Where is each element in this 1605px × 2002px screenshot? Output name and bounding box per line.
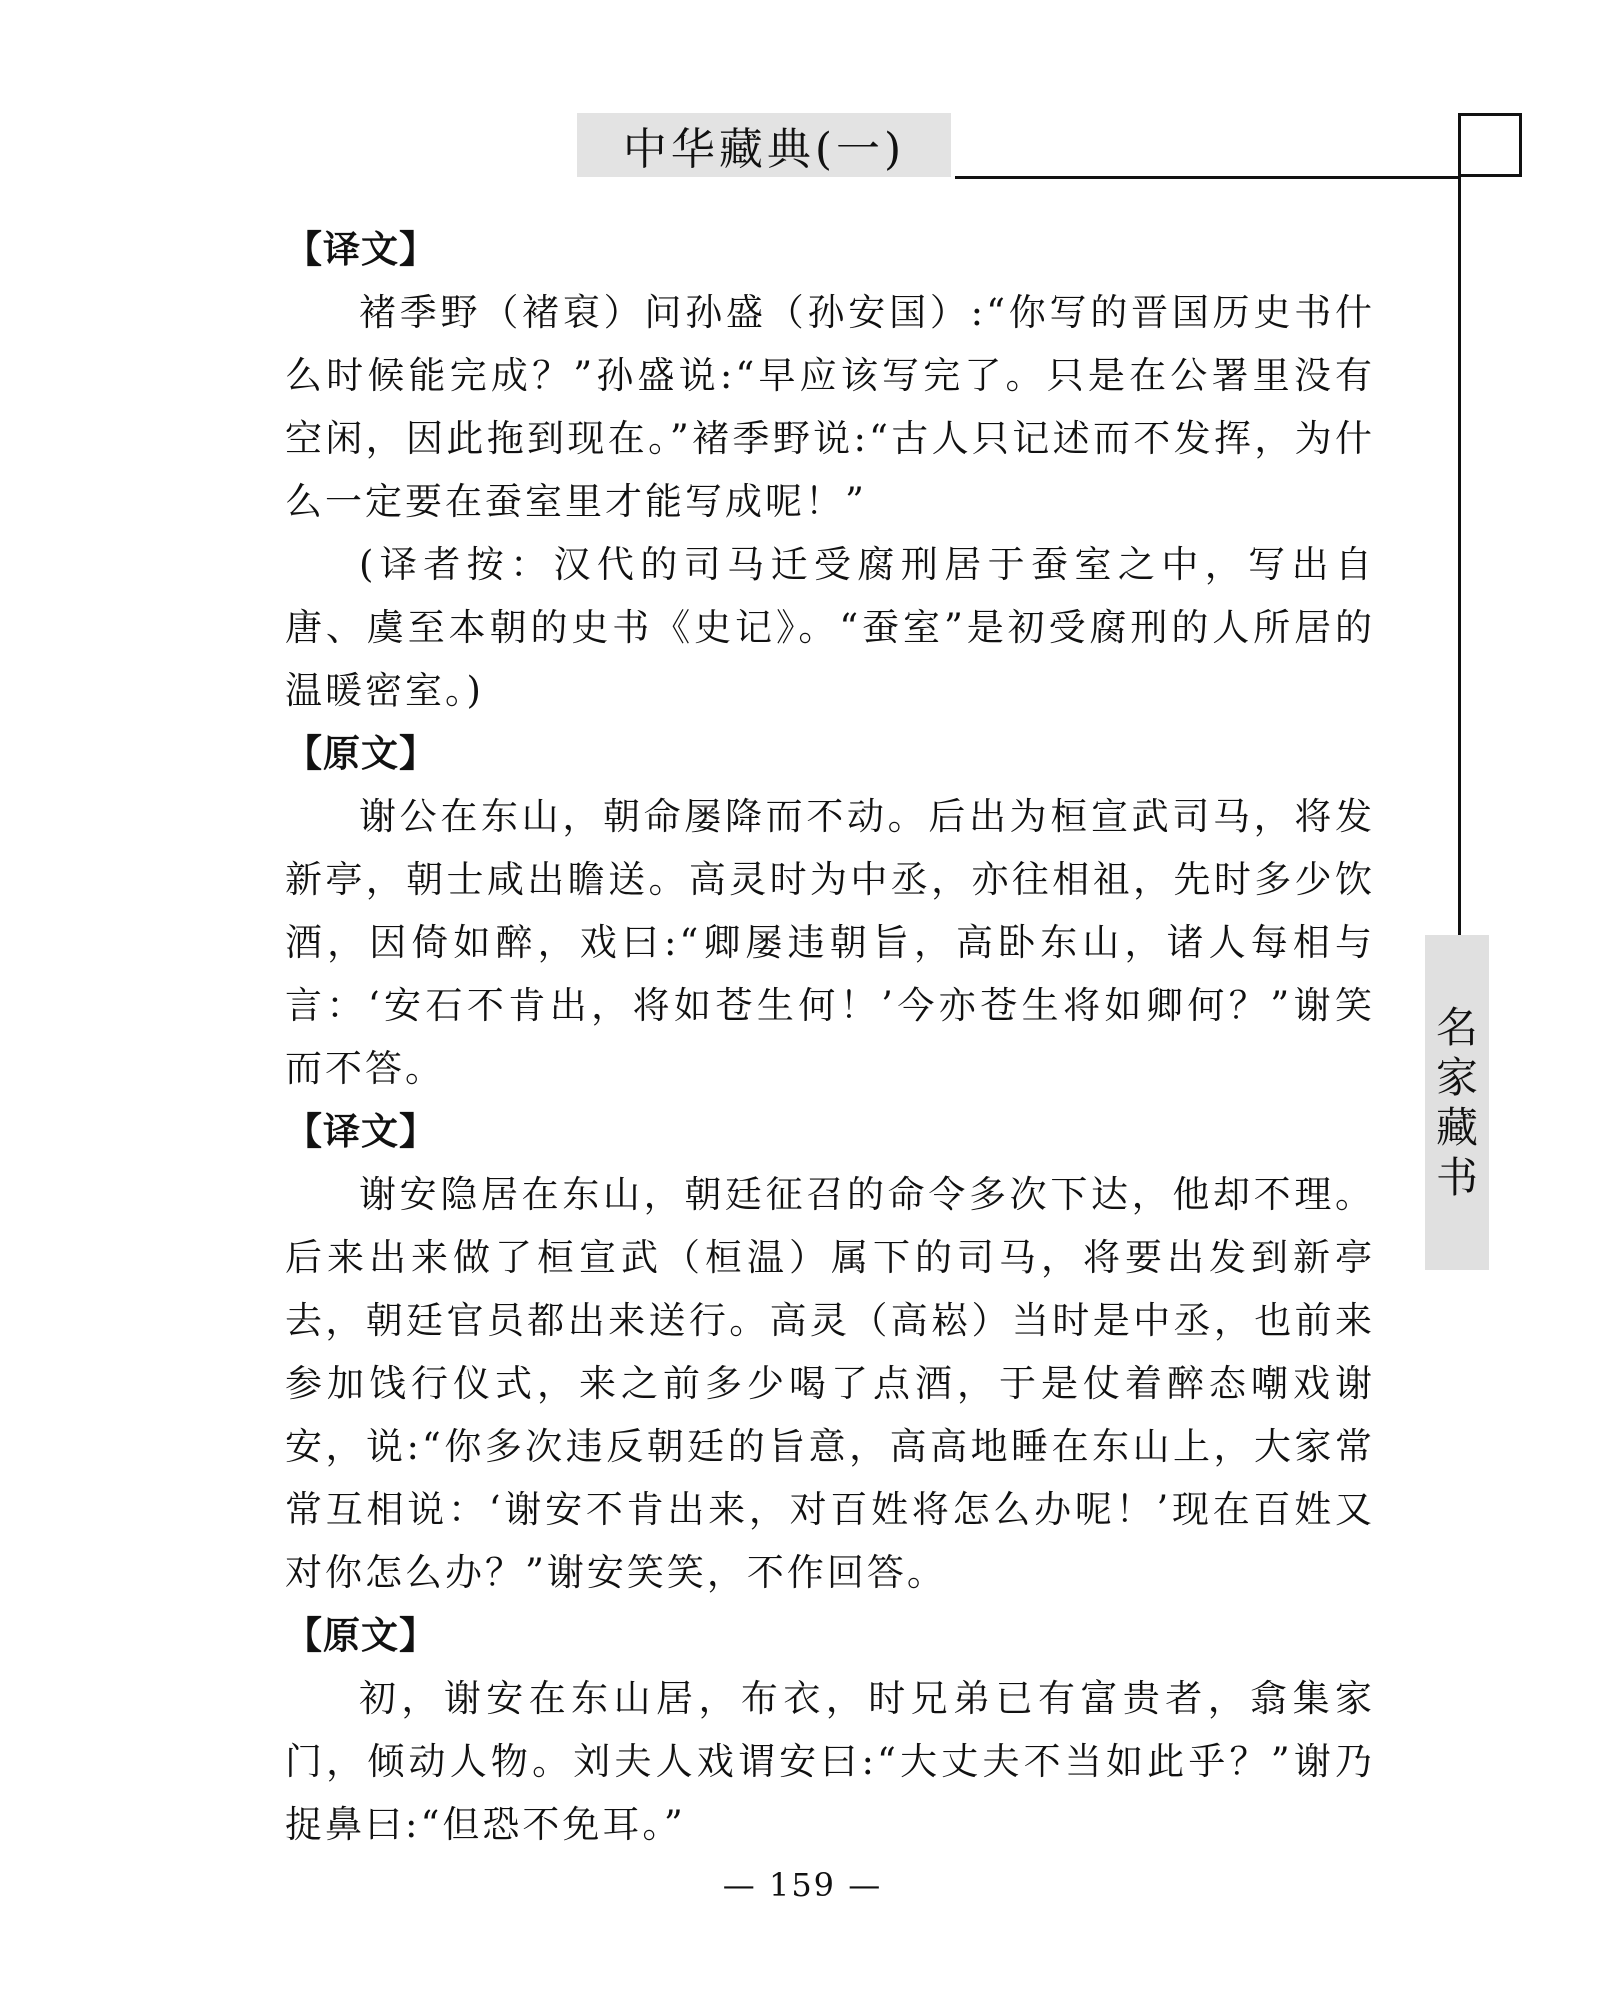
section-heading-original: 【原文】 xyxy=(285,732,437,775)
paragraph: 褚季野（褚裒）问孙盛（孙安国）:“你写的晋国历史书什么时候能完成？”孙盛说:“早应该写完了。只是在公署里没有空闲，因此拖到现在。”褚季野说:“古人只记述而不发挥，为什么一定要在蚕室里才能写成呢！” xyxy=(285,291,1375,523)
side-rule xyxy=(1458,176,1461,936)
section-heading-translation: 【译文】 xyxy=(285,1110,437,1153)
running-header-title: 中华藏典(一) xyxy=(577,113,951,177)
paragraph: 谢安隐居在东山，朝廷征召的命令多次下达，他却不理。后来出来做了桓宣武（桓温）属下的司马，将要出发到新亭去，朝廷官员都出来送行。高灵（高崧）当时是中丞，也前来参加饯行仪式，来之前多少喝了点酒，于是仗着醉态嘲戏谢安，说:“你多次违反朝廷的旨意，高高地睡在东山上，大家常常互相说：‘谢安不肯出来，对百姓将怎么办呢！’现在百姓又对你怎么办？”谢安笑笑，不作回答。 xyxy=(285,1173,1375,1594)
paragraph: 谢公在东山，朝命屡降而不动。后出为桓宣武司马，将发新亭，朝士咸出瞻送。高灵时为中丞，亦往相祖，先时多少饮酒，因倚如醉，戏曰:“卿屡违朝旨，高卧东山，诸人每相与言：‘安石不肯出，将如苍生何！’今亦苍生将如卿何？”谢笑而不答。 xyxy=(285,795,1375,1090)
translator-note: (译者按：汉代的司马迁受腐刑居于蚕室之中，写出自唐、虞至本朝的史书《史记》。“蚕室”是初受腐刑的人所居的温暖密室。) xyxy=(285,543,1375,712)
section-heading-translation: 【译文】 xyxy=(285,228,437,271)
page-number: — 159 — xyxy=(722,1866,883,1904)
paragraph: 初，谢安在东山居，布衣，时兄弟已有富贵者，翕集家门，倾动人物。刘夫人戏谓安曰:“大丈夫不当如此乎？”谢乃捉鼻曰:“但恐不免耳。” xyxy=(285,1677,1375,1846)
side-tab-char: 名 xyxy=(1435,1002,1478,1052)
corner-box-ornament xyxy=(1458,113,1522,177)
section-heading-original: 【原文】 xyxy=(285,1614,437,1657)
header-rule xyxy=(955,176,1459,179)
side-tab-char: 藏 xyxy=(1435,1102,1478,1152)
page-body xyxy=(285,218,1375,1856)
side-tab-section-label xyxy=(1425,935,1489,1270)
side-tab-char: 书 xyxy=(1435,1152,1478,1202)
side-tab-char: 家 xyxy=(1435,1052,1478,1102)
